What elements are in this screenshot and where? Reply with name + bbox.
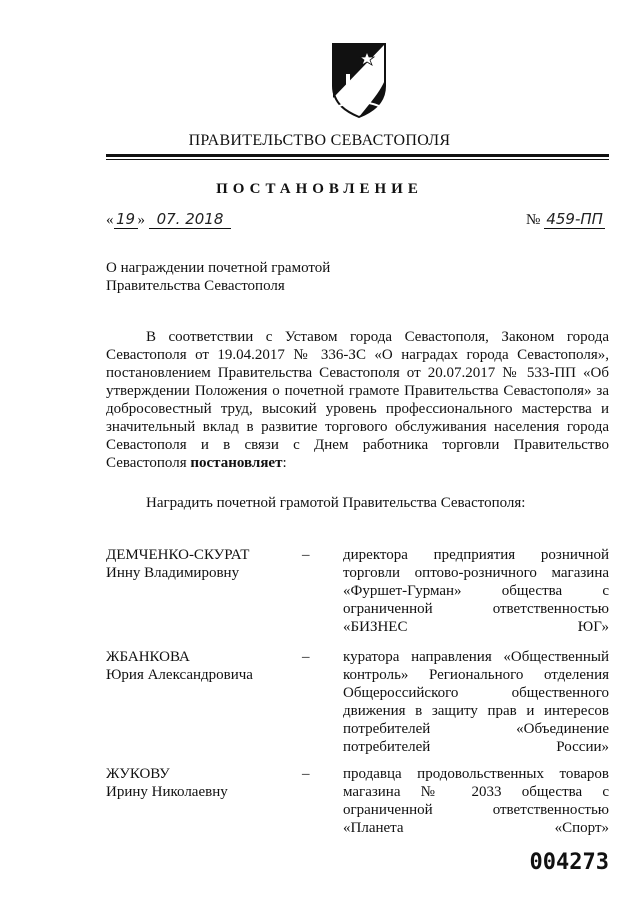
date-day: 19 bbox=[114, 210, 138, 229]
date-close-quote: » bbox=[137, 212, 145, 228]
date-open-quote: « bbox=[106, 212, 114, 228]
recipient-given-name: Юрия Александровича bbox=[106, 667, 253, 683]
recipient-given-name: Инну Владимировну bbox=[106, 565, 240, 581]
recipient-name bbox=[106, 546, 296, 582]
document-type-title: ПОСТАНОВЛЕНИЕ bbox=[216, 181, 423, 197]
recipient-given-name: Ирину Николаевну bbox=[106, 784, 228, 800]
recipient-description: куратора направления «Общественный контроль» Регионального отделения Общероссийского общественного движения в защиту прав и интересов потребителей «Объединение потребителей России» bbox=[343, 649, 609, 755]
preamble-end: : bbox=[282, 455, 287, 471]
document-number bbox=[526, 210, 605, 229]
serial-number: 004273 bbox=[529, 850, 609, 875]
recipient-surname: ЖБАНКОВА bbox=[106, 649, 190, 665]
award-statement: Наградить почетной грамотой Правительства Севастополя: bbox=[146, 495, 526, 511]
recipient-description: директора предприятия розничной торговли оптово-розничного магазина «Фуршет-Гурман» общества с ограниченной ответственностью «БИЗНЕС ЮГ» bbox=[343, 547, 609, 635]
recipient-surname: ЖУКОВУ bbox=[106, 766, 170, 782]
subject-line: О награждении почетной грамотой bbox=[106, 260, 331, 276]
recipient-dash: – bbox=[302, 547, 310, 563]
recipient-dash: – bbox=[302, 766, 310, 782]
recipient-description: продавца продовольственных товаров магазина № 2033 общества с ограниченной ответственностью «Планета «Спорт» bbox=[343, 766, 609, 836]
preamble-bold-verb: постановляет bbox=[190, 455, 283, 471]
subject-line: Правительства Севастополя bbox=[106, 278, 285, 294]
recipient-dash: – bbox=[302, 649, 310, 665]
number-sign: № bbox=[526, 212, 541, 228]
document-subject bbox=[106, 259, 330, 295]
date-month-year: 07. 2018 bbox=[149, 210, 231, 229]
recipient-name bbox=[106, 765, 296, 801]
header-rule-thin bbox=[106, 159, 609, 160]
government-title: ПРАВИТЕЛЬСТВО СЕВАСТОПОЛЯ bbox=[188, 132, 451, 149]
recipient-surname: ДЕМЧЕНКО-СКУРАТ bbox=[106, 547, 250, 563]
recipient-name bbox=[106, 648, 296, 684]
preamble-paragraph bbox=[106, 328, 609, 472]
coat-of-arms-emblem bbox=[329, 40, 389, 120]
document-date bbox=[106, 210, 231, 229]
preamble-text: В соответствии с Уставом города Севастополя, Законом города Севастополя от 19.04.2017 № 336-ЗС «О наградах города Севастополя», постановлением Правительства Севастополя от 20.07.2017 № 533-ПП «Об утверждении Положения о почетной грамоте Правительства Севастополя» за добросовестный труд, высокий уровень профессионального мастерства и значительный вклад в развитие торгового обслуживания населения города Севастополя и в связи с Днем работника торговли Правительство Севастополя bbox=[106, 329, 609, 471]
number-value: 459-ПП bbox=[546, 210, 603, 228]
header-rule-thick bbox=[106, 154, 609, 157]
